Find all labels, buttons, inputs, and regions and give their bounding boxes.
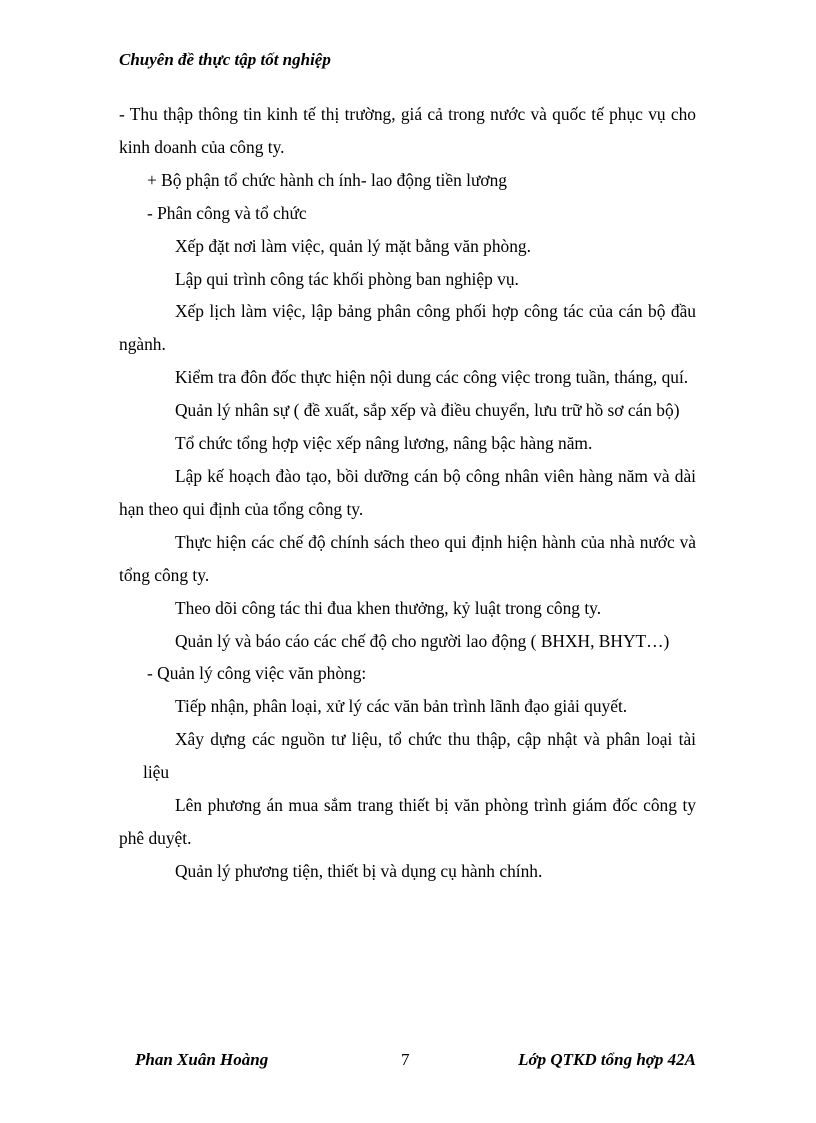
paragraph: Thực hiện các chế độ chính sách theo qui định hiện hành của nhà nước và tổng công ty.: [119, 531, 696, 585]
footer-author: Phan Xuân Hoàng: [135, 1050, 269, 1069]
paragraph: Kiểm tra đôn đốc thực hiện nội dung các công việc trong tuần, tháng, quí.: [175, 367, 689, 388]
paragraph: - Thu thập thông tin kinh tế thị trường, giá cả trong nước và quốc tế phục vụ cho kinh doanh của công ty.: [119, 104, 696, 157]
document-body: [119, 98, 696, 888]
footer-page-number: 7: [401, 1050, 410, 1069]
paragraph: Xếp đặt nơi làm việc, quản lý mặt bằng văn phòng.: [175, 235, 531, 256]
paragraph: Tiếp nhận, phân loại, xử lý các văn bản trình lãnh đạo giải quyết.: [175, 696, 628, 717]
paragraph: + Bộ phận tổ chức hành ch ính- lao động tiền lương: [147, 169, 507, 190]
footer-class-name: Lớp QTKD tổng hợp 42A: [518, 1050, 696, 1069]
paragraph: Xây dựng các nguồn tư liệu, tổ chức thu thập, cập nhật và phân loại tài liệu: [143, 729, 696, 783]
paragraph: Theo dõi công tác thi đua khen thưởng, kỷ luật trong công ty.: [175, 597, 602, 618]
paragraph: Tổ chức tổng hợp việc xếp nâng lương, nâng bậc hàng năm.: [175, 433, 593, 454]
paragraph: Quản lý nhân sự ( đề xuất, sắp xếp và điều chuyển, lưu trữ hồ sơ cán bộ): [175, 400, 680, 421]
page-header-title: Chuyên đề thực tập tốt nghiệp: [119, 50, 331, 69]
paragraph: Quản lý và báo cáo các chế độ cho người lao động ( BHXH, BHYT…): [175, 630, 670, 651]
paragraph: Xếp lịch làm việc, lập bảng phân công phối hợp công tác của cán bộ đầu ngành.: [119, 301, 696, 355]
paragraph: - Phân công và tổ chức: [147, 202, 307, 223]
paragraph: Lập kế hoạch đào tạo, bồi dưỡng cán bộ công nhân viên hàng năm và dài hạn theo qui định của tổng công ty.: [119, 465, 696, 519]
paragraph: Lập qui trình công tác khối phòng ban nghiệp vụ.: [175, 268, 519, 289]
paragraph: Quản lý phương tiện, thiết bị và dụng cụ hành chính.: [175, 860, 543, 881]
paragraph: - Quản lý công việc văn phòng:: [147, 663, 367, 684]
page-footer: [0, 1050, 816, 1074]
paragraph: Lên phương án mua sắm trang thiết bị văn phòng trình giám đốc công ty phê duyệt.: [119, 795, 696, 848]
